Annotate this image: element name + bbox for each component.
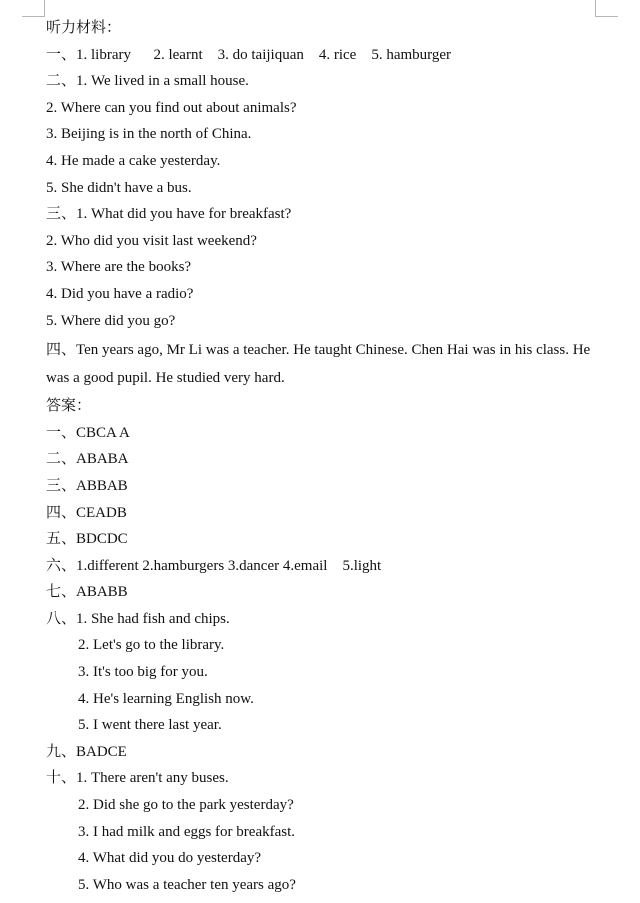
answers-heading: 答案： (46, 398, 92, 415)
answer-line: 四、CEADB (46, 504, 127, 521)
answer-section-10-item: 3. I had milk and eggs for breakfast. (78, 823, 296, 840)
answer-section-10-item: 4. What did you do yesterday? (78, 850, 262, 867)
listening-section-3-line: 3. Where are the books? (46, 259, 192, 276)
answer-line: 六、1.different 2.hamburgers 3.dancer 4.email 5.light (46, 557, 382, 574)
listening-section-2-line: 4. He made a cake yesterday. (46, 152, 221, 169)
answer-line: 二、ABABA (46, 451, 129, 468)
answer-section-8-title: 八、1. She had fish and chips. (46, 610, 230, 627)
listening-section-2-line: 3. Beijing is in the north of China. (46, 126, 252, 143)
answer-section-10-item: 5. Who was a teacher ten years ago? (78, 876, 296, 893)
answer-section-8-item: 3. It's too big for you. (78, 664, 208, 681)
answer-section-8-item: 4. He's learning English now. (78, 690, 254, 707)
answer-line: 七、ABABB (46, 584, 128, 601)
listening-section-3-line: 三、1. What did you have for breakfast? (46, 206, 292, 223)
answer-section-10-title: 十、1. There aren't any buses. (46, 770, 229, 787)
listening-section-3-line: 4. Did you have a radio? (46, 285, 194, 302)
answer-section-8-item: 5. I went there last year. (78, 717, 222, 734)
answer-section-8-item: 2. Let's go to the library. (78, 637, 225, 654)
document-body (46, 15, 606, 898)
listening-heading: 听力材料： (46, 20, 122, 36)
listening-section-2-line: 2. Where can you find out about animals? (46, 99, 297, 116)
listening-section-1: 一、1. library 2. learnt 3. do taijiquan 4. rice 5. hamburger (46, 46, 452, 63)
answer-line: 一、CBCA A (46, 424, 130, 441)
answer-line: 三、ABBAB (46, 477, 128, 494)
answer-section-10-item: 2. Did she go to the park yesterday? (78, 797, 294, 814)
listening-section-3-line: 5. Where did you go? (46, 312, 176, 329)
listening-section-2-line: 二、1. We lived in a small house. (46, 73, 249, 90)
listening-section-3-line: 2. Who did you visit last weekend? (46, 232, 257, 249)
listening-section-4-paragraph: 四、Ten years ago, Mr Li was a teacher. He taught Chinese. Chen Hai was in his class. He was a good pupil. He studied very hard. (46, 342, 591, 387)
answer-line: 五、BDCDC (46, 531, 128, 548)
answer-section-9: 九、BADCE (46, 743, 127, 760)
page-corner-mark-left (22, 0, 45, 17)
listening-section-2-line: 5. She didn't have a bus. (46, 179, 192, 196)
